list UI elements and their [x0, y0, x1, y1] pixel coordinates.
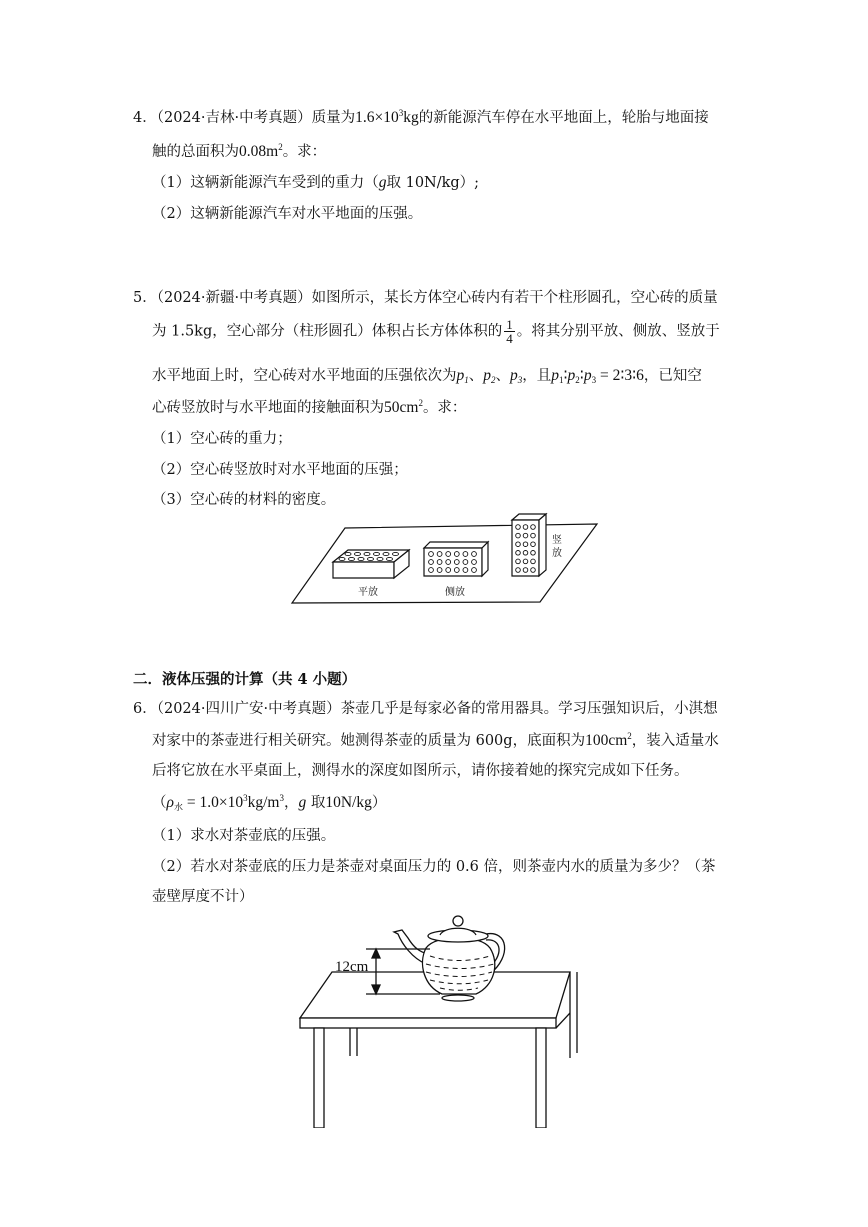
table-edge: [300, 1018, 556, 1028]
q4-mass: $1.6\times 10^3kg$: [355, 108, 419, 126]
q5-line2: 为 1.5kg，空心部分（柱形圆孔）体积占长方体体积的 $\frac{1}{4}$ 。将其分别平放、侧放、竖放于: [152, 317, 720, 346]
label-side: 侧放: [445, 587, 465, 598]
label-upright-2: 放: [552, 548, 562, 559]
q5-line3: 水平地面上时，空心砖对水平地面的压强依次为$p_1$、$p_2$、$p_3$，且$p_1∶p_2∶p_3$ = 2∶3∶6，已知空: [152, 367, 702, 385]
q5-line4: 心砖竖放时与水平地面的接触面积为$50cm^2$。求：: [152, 398, 467, 416]
teapot-knob: [453, 916, 463, 926]
brick-figure: [290, 510, 600, 608]
q4-line1: 4．（2024·吉林·中考真题）质量为$1.6\times 10^3kg$的新能源汽车停在水平地面上，轮胎与地面接: [133, 108, 709, 126]
q6-sub2-line1: （2）若水对茶壶底的压力是茶壶对桌面压力的 0.6 倍，则茶壶内水的质量为多少？（茶: [152, 859, 716, 875]
brick-flat: [333, 550, 409, 578]
table-leg-front-right: [536, 1028, 546, 1128]
q6-given: （$\rho_水 = 1.0\times 10^3kg/m^3$，g 取10N/kg）: [152, 793, 387, 812]
q4-area: $0.08m^2$: [239, 142, 283, 160]
label-upright-1: 竖: [552, 535, 562, 546]
q6-line3: 后将它放在水平桌面上，测得水的深度如图所示，请你接着她的探究完成如下任务。: [152, 763, 689, 779]
q5-fraction: $\frac{1}{4}$: [506, 317, 513, 346]
teapot-figure: [290, 908, 590, 1128]
q5-sub1: （1）空心砖的重力；: [152, 431, 292, 447]
q6-line1: 6．（2024·四川广安·中考真题）茶壶几乎是每家必备的常用器具。学习压强知识后，小淇想: [133, 701, 718, 717]
brick-upright: [512, 514, 546, 576]
q4-line2: 触的总面积为$0.08m^2$。求：: [152, 142, 327, 160]
depth-label: 12cm: [335, 959, 369, 975]
q6-sub2-line2: 壶壁厚度不计）: [152, 889, 254, 905]
q6-line2: 对家中的茶壶进行相关研究。她测得茶壶的质量为 600g，底面积为$100cm^2$，装入适量水: [152, 731, 719, 749]
table-leg-front-left: [314, 1028, 324, 1128]
label-flat: 平放: [358, 587, 378, 598]
q5-sub2: （2）空心砖竖放时对水平地面的压强；: [152, 462, 408, 478]
q5-line1: 5．（2024·新疆·中考真题）如图所示，某长方体空心砖内有若干个柱形圆孔，空心砖的质量: [133, 290, 718, 306]
q5-sub3: （3）空心砖的材料的密度。: [152, 492, 336, 508]
section-heading: 二．液体压强的计算（共 4 小题）: [133, 671, 357, 688]
q4-sub1: （1）这辆新能源汽车受到的重力（g取 10N/kg）;: [152, 174, 480, 191]
q4-sub2: （2）这辆新能源汽车对水平地面的压强。: [152, 206, 423, 222]
q6-sub1: （1）求水对茶壶底的压强。: [152, 828, 336, 844]
teapot-body: [423, 938, 495, 995]
